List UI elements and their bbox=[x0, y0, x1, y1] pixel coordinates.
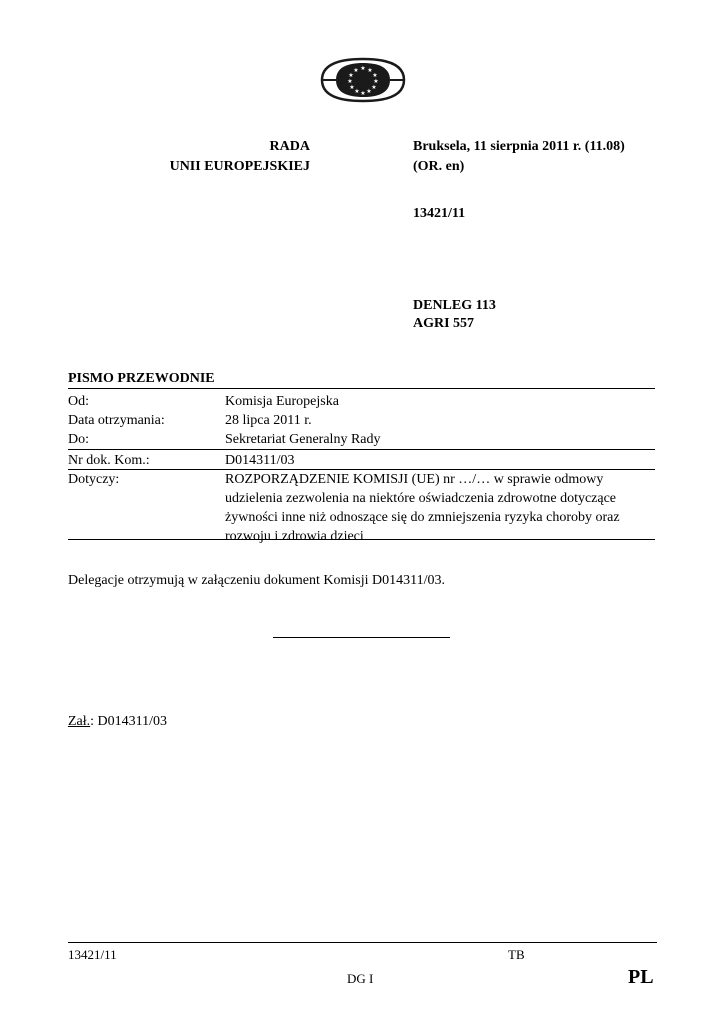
svg-text:★: ★ bbox=[360, 65, 366, 72]
institution-name-line2: UNII EUROPEJSKIEJ bbox=[169, 159, 310, 174]
table-bottom-rule bbox=[68, 539, 655, 540]
svg-text:★: ★ bbox=[367, 67, 373, 74]
row-value: Sekretariat Generalny Rady bbox=[225, 432, 381, 447]
row-label: Od: bbox=[68, 394, 89, 409]
footer-language: PL bbox=[628, 966, 654, 988]
table-row-subject bbox=[68, 470, 655, 544]
svg-text:★: ★ bbox=[360, 90, 366, 97]
table-top-rule bbox=[68, 388, 655, 389]
footer-initials: TB bbox=[508, 947, 525, 962]
enclosure bbox=[68, 714, 167, 730]
place-date: Bruksela, 11 sierpnia 2011 r. (11.08) bbox=[413, 139, 625, 154]
row-label: Dotyczy: bbox=[68, 472, 120, 487]
footer-dg: DG I bbox=[347, 971, 374, 986]
enclosure-value: : D014311/03 bbox=[90, 714, 168, 729]
footer-rule bbox=[68, 942, 657, 943]
row-value: D014311/03 bbox=[225, 453, 295, 468]
svg-text:★: ★ bbox=[371, 84, 377, 91]
code-denleg: DENLEG 113 bbox=[413, 298, 496, 313]
row-value-subject bbox=[225, 470, 645, 546]
institution-name-line1: RADA bbox=[269, 139, 310, 154]
subject-line: żywności inne niż odnoszące się do zmniejszenia ryzyka choroby oraz bbox=[225, 510, 620, 525]
svg-text:★: ★ bbox=[348, 72, 354, 79]
subject-line: ROZPORZĄDZENIE KOMISJI (UE) nr …/… w sprawie odmowy bbox=[225, 472, 604, 487]
row-label: Do: bbox=[68, 432, 89, 447]
svg-text:★: ★ bbox=[373, 78, 379, 85]
document-number: 13421/11 bbox=[413, 206, 466, 221]
code-agri: AGRI 557 bbox=[413, 316, 475, 331]
council-emblem-logo bbox=[318, 57, 408, 103]
separator-line bbox=[273, 637, 450, 638]
footer-doc-number: 13421/11 bbox=[68, 947, 117, 962]
subject-line: rozwoju i zdrowia dzieci bbox=[225, 529, 364, 544]
svg-text:★: ★ bbox=[366, 88, 372, 95]
svg-text:★: ★ bbox=[354, 88, 360, 95]
svg-text:★: ★ bbox=[349, 84, 355, 91]
svg-text:★: ★ bbox=[372, 72, 378, 79]
table-rule bbox=[68, 449, 655, 450]
row-label: Data otrzymania: bbox=[68, 413, 165, 428]
subject-line: udzielenia zezwolenia na niektóre oświadczenia zdrowotne dotyczące bbox=[225, 491, 617, 506]
body-paragraph: Delegacje otrzymują w załączeniu dokument Komisji D014311/03. bbox=[68, 573, 445, 588]
svg-text:★: ★ bbox=[347, 78, 353, 85]
svg-text:★: ★ bbox=[353, 67, 359, 74]
original-language: (OR. en) bbox=[413, 159, 465, 174]
row-label: Nr dok. Kom.: bbox=[68, 453, 150, 468]
row-value: 28 lipca 2011 r. bbox=[225, 413, 312, 428]
cover-note-title: PISMO PRZEWODNIE bbox=[68, 371, 215, 386]
enclosure-label: Zał. bbox=[68, 714, 91, 729]
row-value: Komisja Europejska bbox=[225, 394, 339, 409]
